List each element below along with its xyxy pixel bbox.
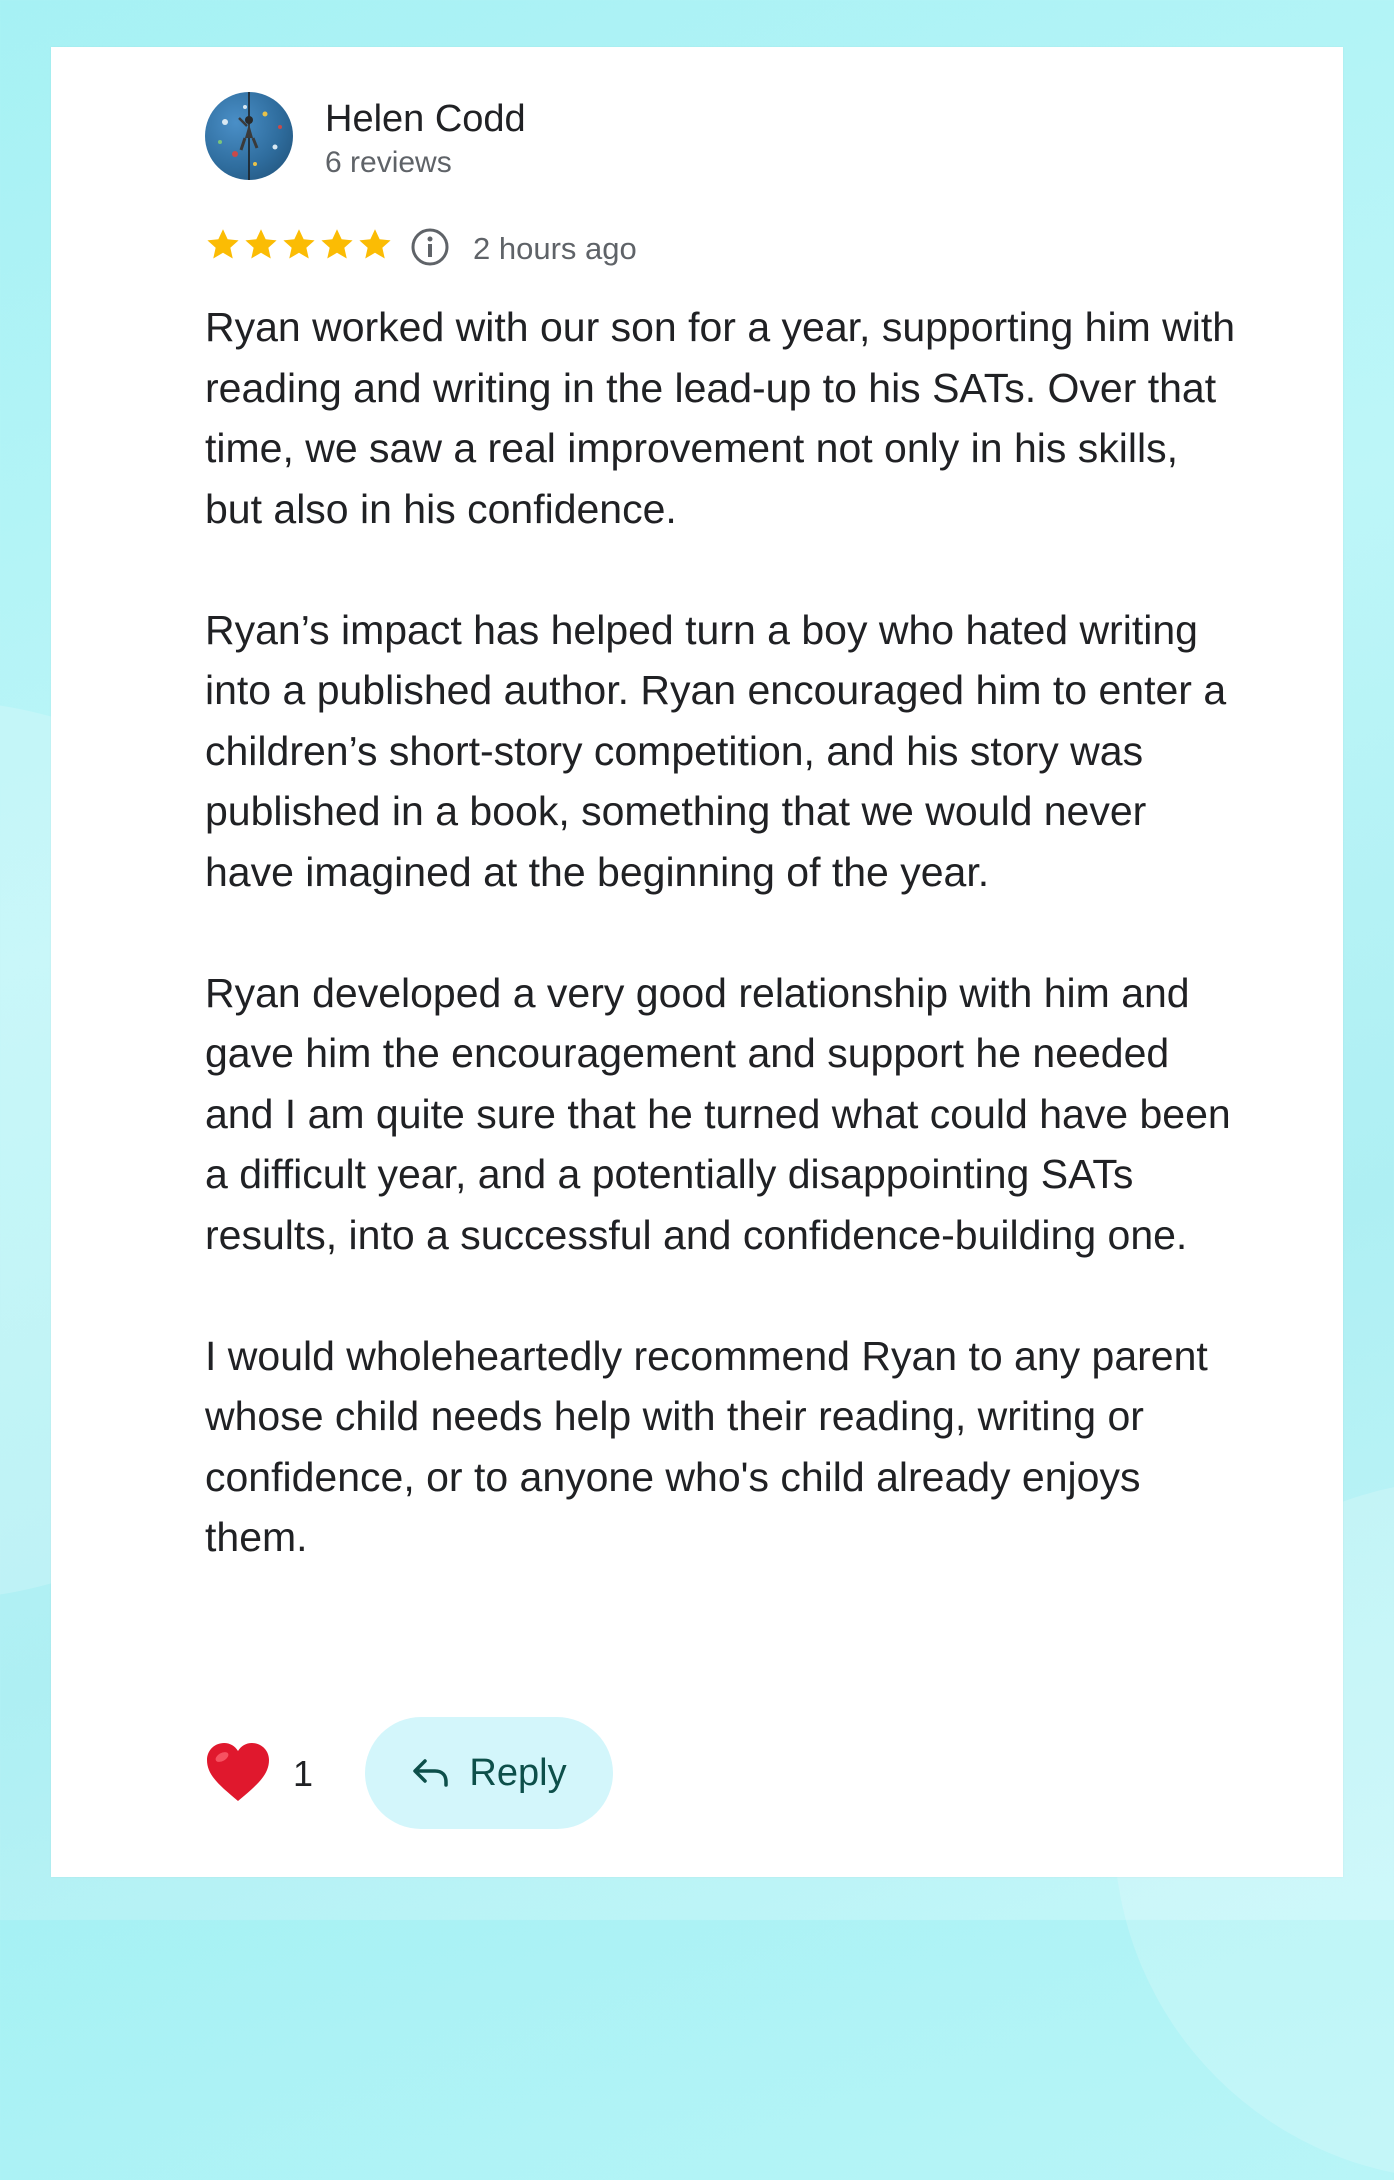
- reviewer-name[interactable]: Helen Codd: [325, 98, 526, 140]
- info-icon[interactable]: [410, 227, 450, 267]
- rating-row: [205, 227, 1105, 277]
- review-text: [205, 297, 1245, 1568]
- review-paragraph: Ryan’s impact has helped turn a boy who hated writing into a published author. Ryan encouraged him to enter a children’s short-story competition, and his story was published in a book, something that we would never have imagined at the beginning of the year.: [205, 606, 1227, 895]
- review-timestamp: 2 hours ago: [473, 231, 637, 266]
- star-icon: [319, 227, 355, 263]
- avatar[interactable]: [205, 92, 293, 180]
- star-icon: [243, 227, 279, 263]
- heart-icon[interactable]: [205, 1741, 271, 1803]
- reply-arrow-icon: [411, 1757, 449, 1789]
- like-count: 1: [293, 1753, 314, 1794]
- reviewer-header: [205, 92, 1105, 192]
- review-count[interactable]: 6 reviews: [325, 146, 452, 179]
- review-paragraph: Ryan worked with our son for a year, supporting him with reading and writing in the lead-up to his SATs. Over that time, we saw a real improvement not only in his skills, but also in his confidence.: [205, 304, 1236, 532]
- star-icon: [281, 227, 317, 263]
- review-actions: [205, 1717, 1005, 1829]
- star-icon: [205, 227, 241, 263]
- review-paragraph: Ryan developed a very good relationship with him and gave him the encouragement and support he needed and I am quite sure that he turned what could have been a difficult year, and a potentially disappointing SATs results, into a successful and confidence-building one.: [205, 969, 1231, 1258]
- star-icon: [357, 227, 393, 263]
- reply-label: Reply: [469, 1751, 567, 1794]
- star-rating: [205, 227, 393, 263]
- review-paragraph: I would wholeheartedly recommend Ryan to any parent whose child needs help with their reading, writing or confidence, or to anyone who's child already enjoys them.: [205, 1332, 1208, 1560]
- reply-button[interactable]: [365, 1717, 613, 1829]
- review-card: [51, 47, 1343, 1877]
